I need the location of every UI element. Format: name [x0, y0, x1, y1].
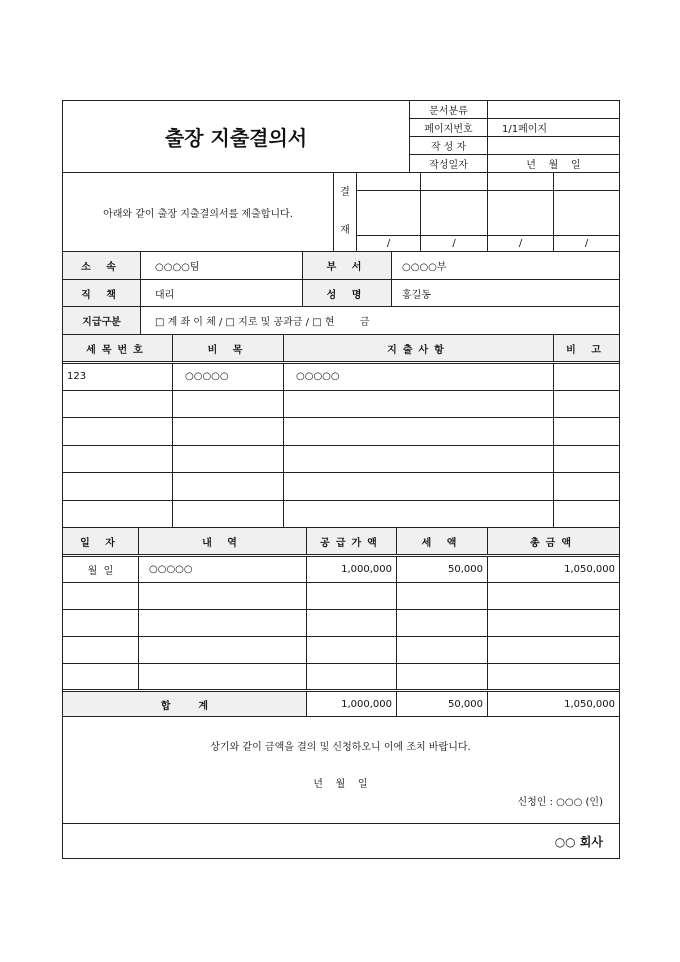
applicant: 신청인 : ○○○ (인) [517, 797, 603, 808]
company-name: ○○ 회사 [554, 835, 603, 849]
approver-title-1[interactable] [357, 173, 421, 191]
items-cell-category[interactable] [173, 500, 284, 528]
items-cell-code[interactable] [63, 418, 173, 446]
meta-label-page: 페이지번호 [410, 119, 488, 137]
expenses-cell-supply[interactable] [307, 610, 397, 637]
expenses-cell-tax[interactable] [397, 664, 488, 691]
items-cell-code[interactable] [63, 390, 173, 418]
items-row [63, 418, 620, 446]
approver-title-4[interactable] [554, 173, 620, 191]
approval-label-top: 결 [340, 187, 350, 198]
items-cell-details[interactable] [284, 418, 554, 446]
items-header-category: 비 목 [173, 335, 284, 363]
meta-value-page[interactable]: 1/1페이지 [488, 119, 620, 137]
meta-value-category[interactable] [488, 101, 620, 119]
name-value[interactable]: 홍길동 [392, 280, 620, 307]
expenses-header-supply: 공급가액 [307, 528, 397, 556]
expenses-cell-description[interactable] [139, 610, 307, 637]
payment-type-options[interactable]: □ 계 좌 이 체 / □ 지로 및 공과금 / □ 현 금 [141, 307, 620, 335]
items-cell-note[interactable] [554, 390, 620, 418]
approval-date-1[interactable]: / [357, 236, 421, 252]
header-section [62, 100, 619, 173]
approval-label-bottom: 재 [340, 225, 350, 236]
affiliation-label: 소 속 [63, 252, 141, 280]
approval-date-2[interactable]: / [421, 236, 488, 252]
position-label: 직 책 [63, 280, 141, 307]
expenses-cell-date[interactable] [63, 664, 139, 691]
items-cell-details[interactable] [284, 500, 554, 528]
expenses-cell-total[interactable]: 1,050,000 [488, 556, 620, 583]
expenses-cell-total[interactable] [488, 664, 620, 691]
expenses-cell-description[interactable] [139, 664, 307, 691]
signature-box-2[interactable] [421, 191, 488, 236]
signature-box-4[interactable] [554, 191, 620, 236]
signature-box-3[interactable] [488, 191, 554, 236]
items-section [62, 334, 619, 528]
expenses-cell-date[interactable] [63, 637, 139, 664]
signature-box-1[interactable] [357, 191, 421, 236]
items-cell-note[interactable] [554, 473, 620, 501]
items-cell-note[interactable] [554, 500, 620, 528]
department-label: 부 서 [303, 252, 392, 280]
expenses-header-tax: 세 액 [397, 528, 488, 556]
meta-label-category: 문서분류 [410, 101, 488, 119]
expenses-cell-tax[interactable] [397, 610, 488, 637]
position-value[interactable]: 대리 [141, 280, 303, 307]
expenses-row [63, 610, 620, 637]
expenses-header-total: 총금액 [488, 528, 620, 556]
expenses-cell-description[interactable]: ○○○○○ [139, 556, 307, 583]
expenses-total-row [63, 691, 620, 717]
total-amount: 1,050,000 [488, 691, 620, 717]
items-header-code: 세목번호 [63, 335, 173, 363]
items-row [63, 390, 620, 418]
meta-value-author[interactable] [488, 137, 620, 155]
approval-sentence: 아래와 같이 출장 지출결의서를 제출합니다. [63, 173, 334, 252]
items-cell-details[interactable] [284, 390, 554, 418]
expenses-cell-tax[interactable] [397, 637, 488, 664]
expenses-row [63, 637, 620, 664]
items-row [63, 500, 620, 528]
items-row [63, 445, 620, 473]
approval-section [62, 172, 619, 252]
payment-type-label: 지급구분 [63, 307, 141, 335]
items-cell-code[interactable]: 123 [63, 363, 173, 391]
approval-label [334, 173, 357, 252]
info-section [62, 251, 619, 335]
meta-label-author: 작 성 자 [410, 137, 488, 155]
affiliation-value[interactable]: ○○○○팀 [141, 252, 303, 280]
items-cell-category[interactable] [173, 473, 284, 501]
request-date: 년 월 일 [313, 779, 368, 790]
items-cell-code[interactable] [63, 500, 173, 528]
items-cell-code[interactable] [63, 473, 173, 501]
company-section [62, 823, 619, 858]
approval-date-3[interactable]: / [488, 236, 554, 252]
items-cell-details[interactable]: ○○○○○ [284, 363, 554, 391]
expenses-row [63, 664, 620, 691]
expenses-cell-total[interactable] [488, 583, 620, 610]
request-text: 상기와 같이 금액을 결의 및 신청하오니 이에 조치 바랍니다. [210, 742, 471, 753]
expenses-cell-supply[interactable] [307, 664, 397, 691]
expenses-cell-tax[interactable]: 50,000 [397, 556, 488, 583]
expenses-row [63, 556, 620, 583]
expenses-cell-date[interactable]: 월 일 [63, 556, 139, 583]
page-title: 출장 지출결의서 [63, 101, 410, 173]
items-cell-category[interactable] [173, 445, 284, 473]
items-cell-category[interactable] [173, 390, 284, 418]
expenses-cell-date[interactable] [63, 610, 139, 637]
expenses-section [62, 527, 619, 717]
expenses-cell-description[interactable] [139, 637, 307, 664]
items-cell-note[interactable] [554, 363, 620, 391]
items-cell-note[interactable] [554, 445, 620, 473]
items-cell-details[interactable] [284, 473, 554, 501]
expenses-header-description: 내 역 [139, 528, 307, 556]
items-row [63, 473, 620, 501]
items-row [63, 363, 620, 391]
items-cell-details[interactable] [284, 445, 554, 473]
meta-label-date: 작성일자 [410, 155, 488, 173]
expenses-cell-supply[interactable]: 1,000,000 [307, 556, 397, 583]
total-tax: 50,000 [397, 691, 488, 717]
total-supply: 1,000,000 [307, 691, 397, 717]
items-cell-category[interactable] [173, 418, 284, 446]
name-label: 성 명 [303, 280, 392, 307]
expenses-cell-supply[interactable] [307, 583, 397, 610]
approval-date-4[interactable]: / [554, 236, 620, 252]
approver-title-3[interactable] [488, 173, 554, 191]
expenses-cell-supply[interactable] [307, 637, 397, 664]
expenses-row [63, 583, 620, 610]
footer-section [62, 721, 619, 824]
items-cell-code[interactable] [63, 445, 173, 473]
expenses-cell-total[interactable] [488, 637, 620, 664]
approver-title-2[interactable] [421, 173, 488, 191]
expenses-cell-description[interactable] [139, 583, 307, 610]
items-cell-note[interactable] [554, 418, 620, 446]
meta-value-date[interactable]: 년 월 일 [488, 155, 620, 173]
items-cell-category[interactable]: ○○○○○ [173, 363, 284, 391]
expenses-header-date: 일 자 [63, 528, 139, 556]
expenses-cell-total[interactable] [488, 610, 620, 637]
expenses-cell-tax[interactable] [397, 583, 488, 610]
items-header-details: 지출사항 [284, 335, 554, 363]
department-value[interactable]: ○○○○부 [392, 252, 620, 280]
items-header-note: 비 고 [554, 335, 620, 363]
total-label: 합 계 [63, 691, 307, 717]
expenses-cell-date[interactable] [63, 583, 139, 610]
